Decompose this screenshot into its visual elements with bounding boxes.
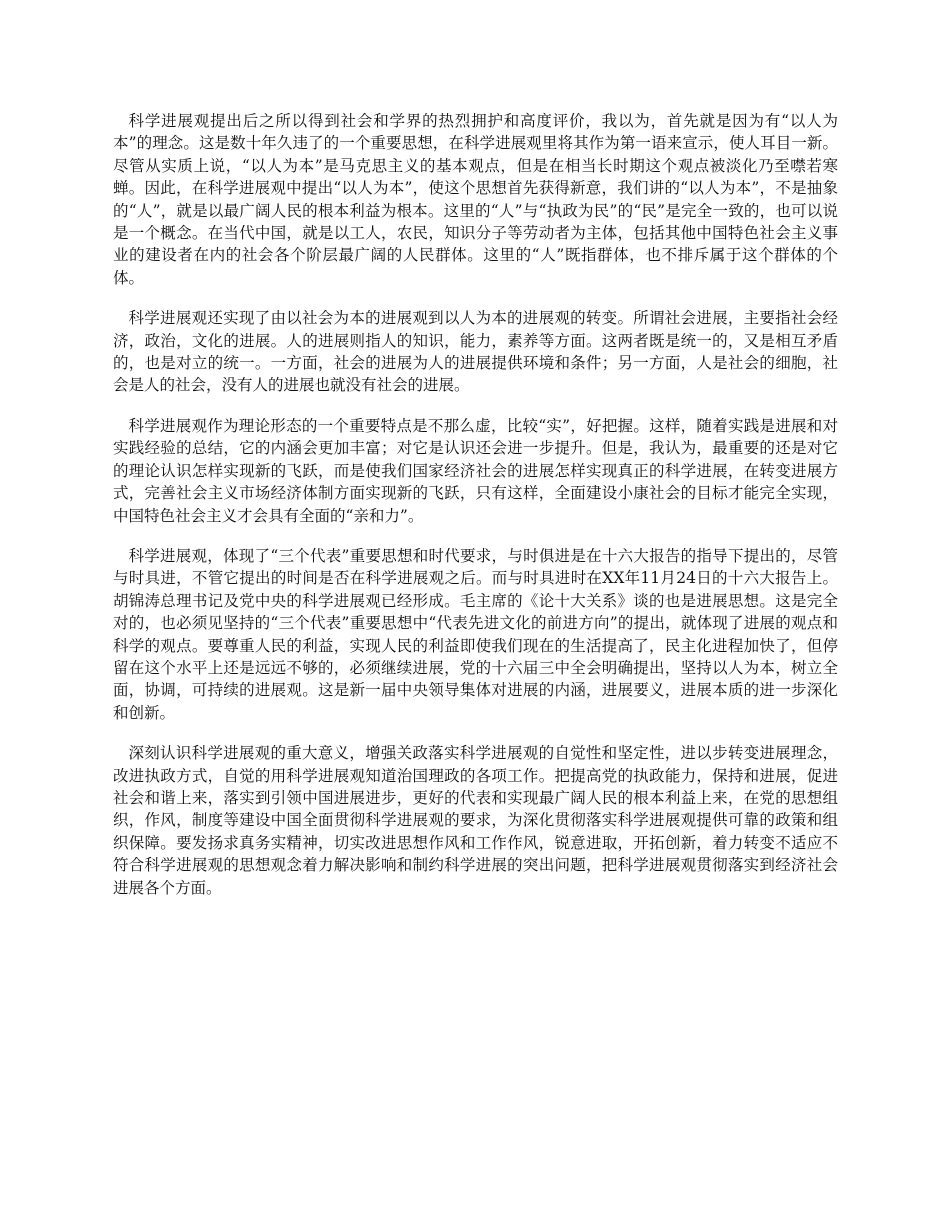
paragraph-3: 科学进展观作为理论形态的一个重要特点是不那么虚，比较“实”，好把握。这样，随着实践是进展和对实践经验的总结，它的内涵会更加丰富；对它是认识还会进一步提升。但是，我认为，最重要的还是对它的理论认识怎样实现新的飞跃，而是使我们国家经济社会的进展怎样实现真正的科学进展，在转变进展方式，完善社会主义市场经济体制方面实现新的飞跃，只有这样，全面建设小康社会的目标才能完全实现，中国特色社会主义才会具有全面的“亲和力”。 [113, 416, 838, 525]
paragraph-4: 科学进展观，体现了“三个代表”重要思想和时代要求，与时俱进是在十六大报告的指导下提出的，尽管与时具进，不管它提出的时间是否在科学进展观之后。而与时具进时在XX年11月24日的十六大报告上。胡锦涛总理书记及党中央的科学进展观已经形成。毛主席的《论十大关系》谈的也是进展思想。这是完全对的，也必须见坚持的“三个代表”重要思想中“代表先进文化的前进方向”的提出，就体现了进展的观点和科学的观点。要尊重人民的利益，实现人民的利益即使我们现在的生活提高了，民主化进程加快了，但停留在这个水平上还是远远不够的，必须继续进展，党的十六届三中全会明确提出，坚持以人为本，树立全面，协调，可持续的进展观。这是新一届中央领导集体对进展的内涵，进展要义，进展本质的进一步深化和创新。 [113, 546, 838, 722]
paragraph-1: 科学进展观提出后之所以得到社会和学界的热烈拥护和高度评价，我以为，首先就是因为有“以人为本”的理念。这是数十年久违了的一个重要思想，在科学进展观里将其作为第一语来宣示，使人耳目一新。尽管从实质上说，“以人为本”是马克思主义的基本观点，但是在相当长时期这个观点被淡化乃至噤若寒蝉。因此，在科学进展观中提出“以人为本”，使这个思想首先获得新意，我们讲的“以人为本”，不是抽象的“人”，就是以最广阔人民的根本利益为根本。这里的“人”与“执政为民”的“民”是完全一致的，也可以说是一个概念。在当代中国，就是以工人，农民，知识分子等劳动者为主体，包括其他中国特色社会主义事业的建设者在内的社会各个阶层最广阔的人民群体。这里的“人”既指群体，也不排斥属于这个群体的个体。 [113, 112, 838, 287]
paragraph-2: 科学进展观还实现了由以社会为本的进展观到以人为本的进展观的转变。所谓社会进展，主要指社会经济，政治，文化的进展。人的进展则指人的知识，能力，素养等方面。这两者既是统一的，又是相互矛盾的，也是对立的统一。一方面，社会的进展为人的进展提供环境和条件；另一方面，人是社会的细胞，社会是人的社会，没有人的进展也就没有社会的进展。 [113, 309, 838, 395]
paragraph-5: 深刻认识科学进展观的重大意义，增强关政落实科学进展观的自觉性和坚定性，进以步转变进展理念，改进执政方式，自觉的用科学进展观知道治国理政的各项工作。把提高党的执政能力，保持和进展，促进社会和谐上来，落实到引领中国进展进步，更好的代表和实现最广阔人民的根本利益上来，在党的思想组织，作风，制度等建设中国全面贯彻科学进展观的要求，为深化贯彻落实科学进展观提供可靠的政策和组织保障。要发扬求真务实精神，切实改进思想作风和工作作风，锐意进取，开拓创新，着力转变不适应不符合科学进展观的思想观念着力解决影响和制约科学进展的突出问题，把科学进展观贯彻落实到经济社会进展各个方面。 [113, 744, 838, 897]
document-body [113, 110, 838, 917]
